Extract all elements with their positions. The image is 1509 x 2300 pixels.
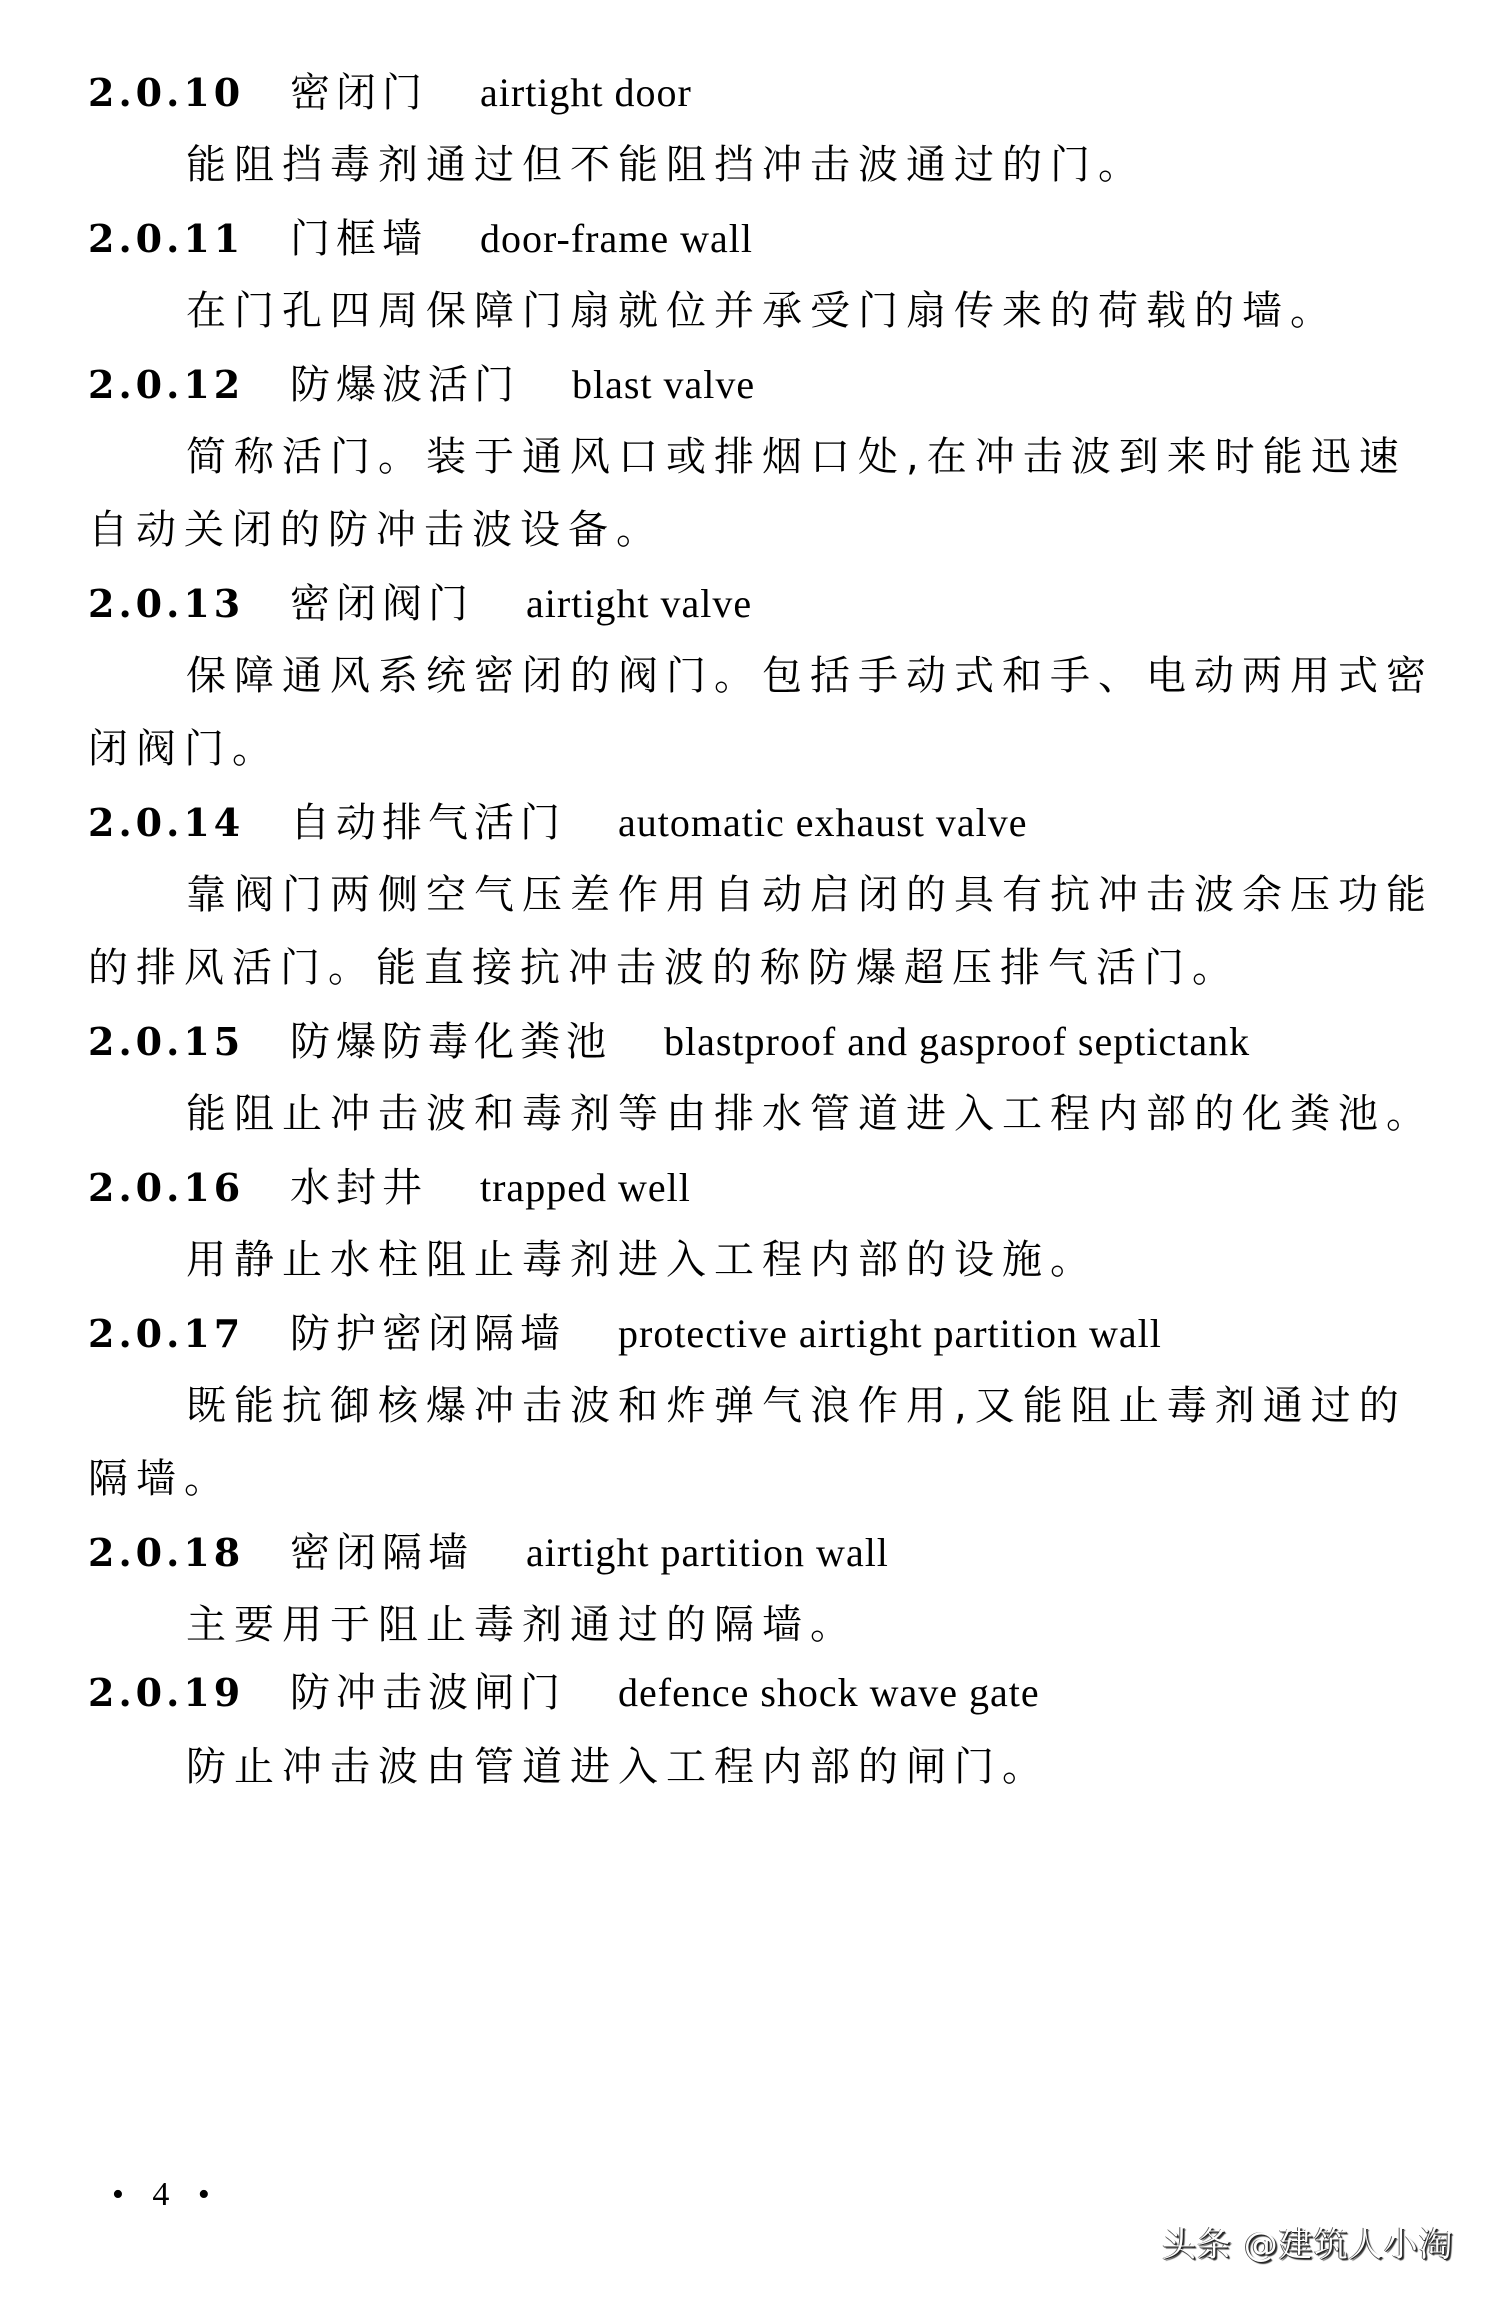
term-english: airtight partition wall: [526, 1530, 889, 1575]
entry-term: [290, 56, 692, 138]
definition-line: 在门孔四周保障门扇就位并承受门扇传来的荷载的墙。: [186, 288, 1338, 334]
entry-number: 2.0.11: [88, 216, 245, 261]
term-english: blast valve: [572, 362, 756, 407]
entry-term: [290, 786, 1028, 868]
page-number: • 4 •: [112, 2176, 220, 2213]
entry-term: [290, 348, 755, 430]
entry-number: 2.0.19: [88, 1670, 245, 1715]
definition-line: 靠阀门两侧空气压差作用自动启闭的具有抗冲击波余压功能: [186, 872, 1434, 918]
entry-term: [290, 202, 753, 284]
entry-term: [290, 1297, 1162, 1379]
term-english: door-frame wall: [480, 216, 753, 261]
term-chinese: 自动排气活门: [290, 800, 566, 846]
term-chinese: 密闭门: [290, 70, 428, 116]
entry-term: [290, 1151, 691, 1233]
entry-number: 2.0.18: [88, 1530, 245, 1575]
term-chinese: 门框墙: [290, 216, 428, 262]
term-english: automatic exhaust valve: [618, 800, 1028, 845]
definition-line: 防止冲击波由管道进入工程内部的闸门。: [186, 1744, 1050, 1790]
definition-line: 能阻挡毒剂通过但不能阻挡冲击波通过的门。: [186, 142, 1146, 188]
entry-number: 2.0.10: [88, 70, 245, 115]
entry-number: 2.0.17: [88, 1311, 245, 1356]
definition-line: 既能抗御核爆冲击波和炸弹气浪作用,又能阻止毒剂通过的: [186, 1383, 1407, 1429]
entry-term: [290, 1656, 1040, 1738]
definition-line: 保障通风系统密闭的阀门。包括手动式和手、电动两用式密: [186, 653, 1434, 699]
watermark: 头条 @建筑人小淘: [1162, 2225, 1454, 2265]
term-chinese: 防爆防毒化粪池: [290, 1019, 612, 1065]
definition-line: 能阻止冲击波和毒剂等由排水管道进入工程内部的化粪池。: [186, 1091, 1434, 1137]
term-chinese: 防爆波活门: [290, 362, 520, 408]
term-english: defence shock wave gate: [618, 1670, 1040, 1715]
entry-number: 2.0.16: [88, 1165, 245, 1210]
definition-line: 简称活门。装于通风口或排烟口处,在冲击波到来时能迅速: [186, 434, 1407, 480]
definition-line: 的排风活门。能直接抗冲击波的称防爆超压排气活门。: [88, 945, 1240, 991]
term-english: protective airtight partition wall: [618, 1311, 1162, 1356]
entry-term: [290, 1005, 1250, 1087]
term-chinese: 密闭隔墙: [290, 1530, 474, 1576]
definition-line: 隔墙。: [88, 1456, 232, 1502]
definition-line: 用静止水柱阻止毒剂进入工程内部的设施。: [186, 1237, 1098, 1283]
entry-term: [290, 1516, 889, 1598]
term-chinese: 防护密闭隔墙: [290, 1311, 566, 1357]
entry-number: 2.0.12: [88, 362, 245, 407]
term-chinese: 水封井: [290, 1165, 428, 1211]
term-english: airtight door: [480, 70, 692, 115]
definition-line: 自动关闭的防冲击波设备。: [88, 507, 664, 553]
entry-term: [290, 567, 752, 649]
term-english: trapped well: [480, 1165, 691, 1210]
entry-number: 2.0.14: [88, 800, 245, 845]
term-chinese: 密闭阀门: [290, 581, 474, 627]
definition-line: 主要用于阻止毒剂通过的隔墙。: [186, 1602, 858, 1648]
definition-line: 闭阀门。: [88, 726, 280, 772]
term-english: blastproof and gasproof septictank: [664, 1019, 1251, 1064]
term-english: airtight valve: [526, 581, 753, 626]
entry-number: 2.0.15: [88, 1019, 245, 1064]
term-chinese: 防冲击波闸门: [290, 1670, 566, 1716]
entry-number: 2.0.13: [88, 581, 245, 626]
